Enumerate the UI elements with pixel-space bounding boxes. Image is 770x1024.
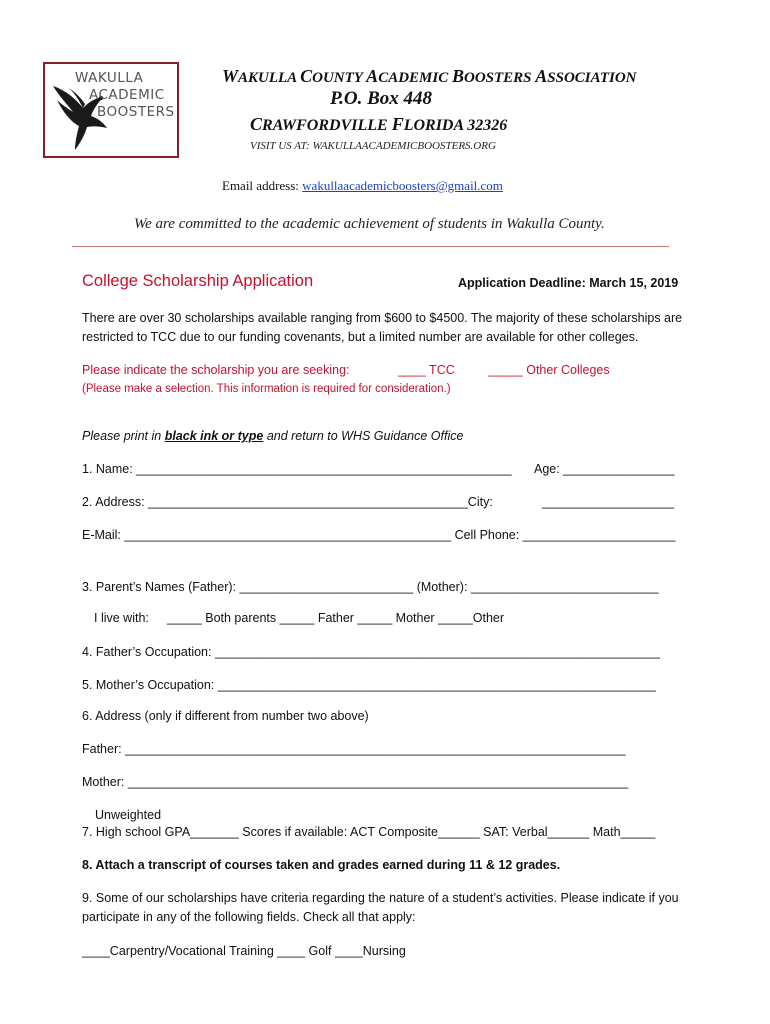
intro-line-1: There are over 30 scholarships available ranging from $600 to $4500. The majority of these scholarships are — [82, 311, 683, 325]
logo-line-2: ACADEMIC — [89, 87, 165, 103]
intro-line-2: restricted to TCC due to our funding covenants, but a limited number are available for other colleges. — [82, 330, 639, 344]
father-address-field[interactable]: Father: ________________________________________________________________________ — [82, 742, 626, 756]
live-with-label: I live with: — [94, 611, 149, 625]
unweighted-label: Unweighted — [95, 808, 162, 822]
gpa-scores-field[interactable]: 7. High school GPA_______ Scores if available: ACT Composite______ SAT: Verbal______ Math_____ — [82, 825, 656, 839]
activities-question-line-2: participate in any of the following fields. Check all that apply: — [82, 910, 416, 924]
application-deadline: Application Deadline: March 15, 2019 — [458, 276, 679, 290]
logo-line-1: WAKULLA — [75, 70, 144, 86]
city-field[interactable]: ___________________ — [542, 495, 675, 509]
po-box: P.O. Box 448 — [330, 88, 433, 109]
option-other-colleges[interactable]: _____ Other Colleges — [488, 363, 610, 377]
print-instructions: Please print in black ink or type and return to WHS Guidance Office — [82, 429, 464, 443]
transcript-instruction: 8. Attach a transcript of courses taken and grades earned during 11 & 12 grades. — [82, 858, 561, 872]
city-state: CRAWFORDVILLE FLORIDA 32326 — [250, 114, 508, 134]
father-occupation-field[interactable]: 4. Father’s Occupation: ________________________________________________________________ — [82, 645, 660, 659]
live-with-options[interactable]: _____ Both parents _____ Father _____ Mother _____Other — [167, 611, 505, 625]
name-field[interactable]: 1. Name: ______________________________________________________ — [82, 462, 512, 476]
website-line: VISIT US AT: WAKULLAACADEMICBOOSTERS.ORG — [250, 140, 496, 152]
association-logo — [43, 62, 179, 158]
activities-options[interactable]: ____Carpentry/Vocational Training ____ Golf ____Nursing — [82, 944, 406, 958]
email-cell-field[interactable]: E-Mail: _______________________________________________ Cell Phone: ______________________ — [82, 528, 676, 542]
option-tcc[interactable]: ____ TCC — [398, 363, 455, 377]
alt-address-heading: 6. Address (only if different from number two above) — [82, 709, 369, 723]
activities-question-line-1: 9. Some of our scholarships have criteria regarding the nature of a student’s activities. Please indicate if you — [82, 891, 679, 905]
email-link[interactable]: wakullaacademicboosters@gmail.com — [302, 178, 503, 193]
email-label: Email address: — [222, 178, 303, 193]
selection-required-note: (Please make a selection. This information is required for consideration.) — [82, 383, 451, 395]
mother-address-field[interactable]: Mother: ________________________________________________________________________ — [82, 775, 629, 789]
organization-name: WAKULLA COUNTY ACADEMIC BOOSTERS ASSOCIATION — [222, 66, 637, 86]
parents-names-field[interactable]: 3. Parent’s Names (Father): _________________________ (Mother): ___________________________ — [82, 580, 659, 594]
form-title: College Scholarship Application — [82, 272, 314, 290]
header-divider — [72, 246, 669, 247]
age-field[interactable]: Age: ________________ — [534, 462, 675, 476]
email-address-line — [222, 178, 503, 194]
mission-statement: We are committed to the academic achievement of students in Wakulla County. — [134, 216, 605, 232]
logo-line-3: BOOSTERS — [97, 104, 175, 120]
scholarship-seeking-label: Please indicate the scholarship you are seeking: — [82, 363, 350, 377]
address-field[interactable]: 2. Address: ______________________________________________City: — [82, 495, 493, 509]
mother-occupation-field[interactable]: 5. Mother’s Occupation: _______________________________________________________________ — [82, 678, 656, 692]
